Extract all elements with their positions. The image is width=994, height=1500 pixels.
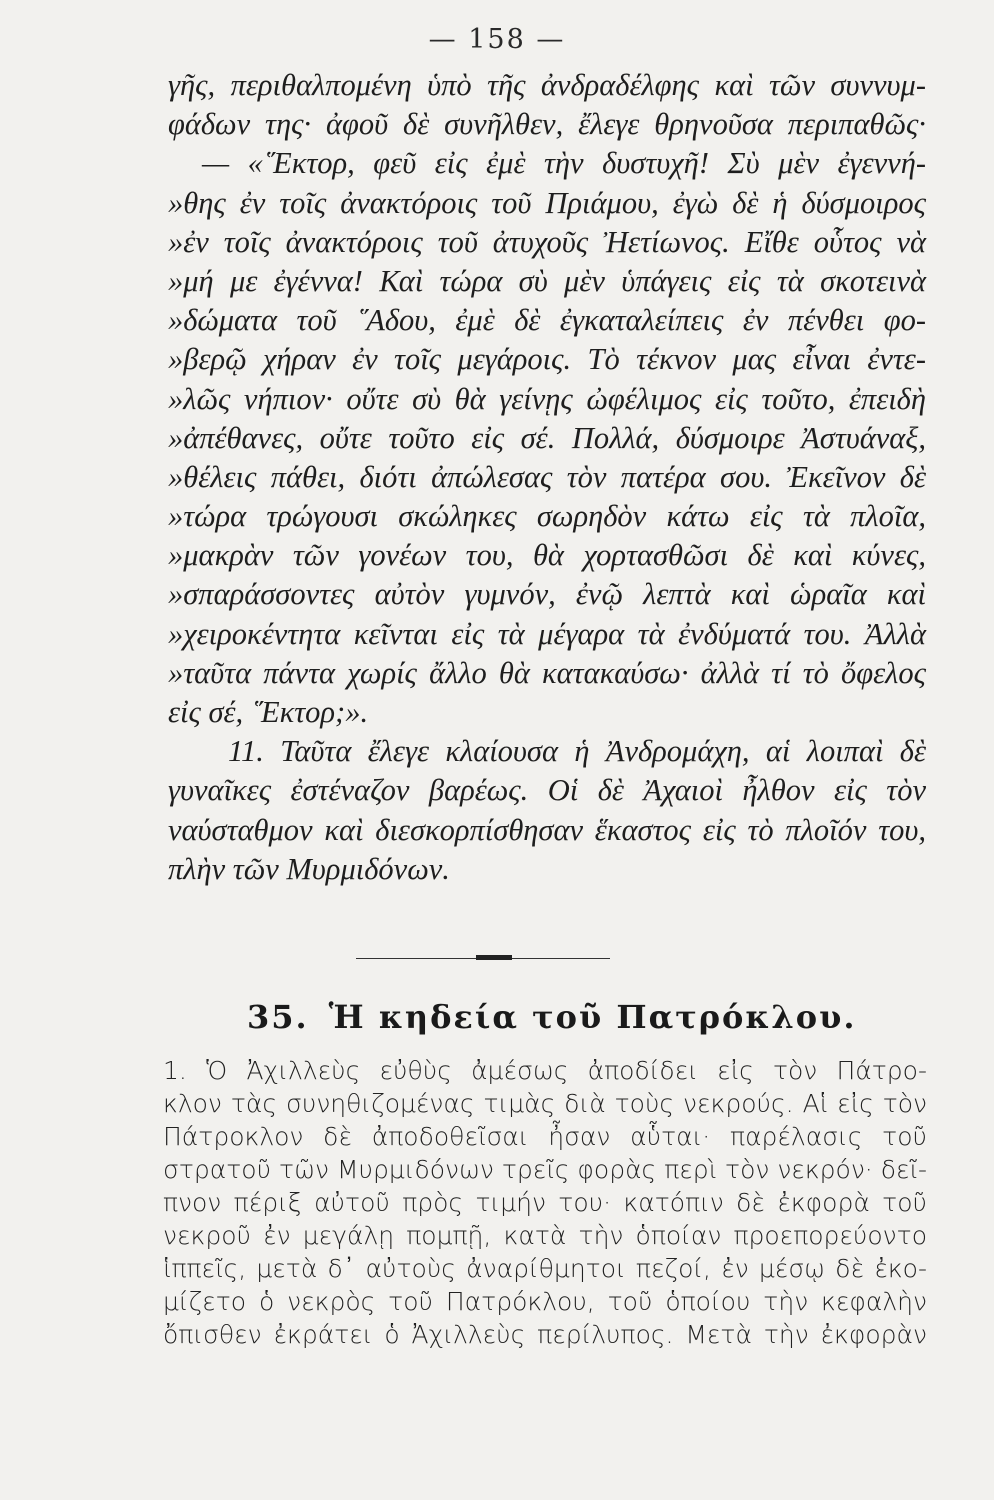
text-line: ὄπισθεν ἐκράτει ὁ Ἀχιλλεὺς περίλυπος. Μετὰ τὴν ἐκφορὰν bbox=[163, 1320, 927, 1349]
text-line: »θης ἐν τοῖς ἀνακτόροις τοῦ Πριάμου, ἐγὼ δὲ ἡ δύσμοιρος bbox=[168, 185, 926, 220]
text-line: ἱππεῖς, μετὰ δ᾽ αὐτοὺς ἀναρίθμητοι πεζοί, ἐν μέσῳ δὲ ἐκο- bbox=[163, 1254, 927, 1283]
text-line: »μακρὰν τῶν γονέων του, θὰ χορτασθῶσι δὲ καὶ κύνες, bbox=[168, 538, 926, 573]
text-line: »τώρα τρώγουσι σκώληκες σωρηδὸν κάτω εἰς τὰ πλοῖα, bbox=[168, 499, 926, 534]
section-body bbox=[163, 1054, 927, 1351]
text-line: »λῶς νήπιον· οὔτε σὺ θὰ γείνῃς ὠφέλιμος εἰς τοῦτο, ἐπειδὴ bbox=[168, 381, 926, 416]
text-line: ναύσταθμον καὶ διεσκορπίσθησαν ἕκαστος εἰς τὸ πλοῖόν του, bbox=[168, 812, 926, 847]
text-line: »βερῷ χήραν ἐν τοῖς μεγάροις. Τὸ τέκνον μας εἶναι ἐντε- bbox=[168, 342, 926, 377]
text-line: κλον τὰς συνηθιζομένας τιμὰς διὰ τοὺς νεκρούς. Αἱ εἰς τὸν bbox=[163, 1089, 927, 1118]
text-line: φάδων της· ἀφοῦ δὲ συνῆλθεν, ἔλεγε θρηνοῦσα περιπαθῶς· bbox=[168, 107, 926, 142]
text-line: Πάτροκλον δὲ ἀποδοθεῖσαι ἦσαν αὗται· παρέλασις τοῦ bbox=[163, 1122, 927, 1151]
section-divider bbox=[356, 958, 610, 959]
paragraph-1-start: 1. Ὁ Ἀχιλλεὺς εὐθὺς ἀμέσως ἀποδίδει εἰς τὸν Πάτρο- bbox=[163, 1056, 927, 1085]
text-line: γυναῖκες ἐστέναζον βαρέως. Οἱ δὲ Ἀχαιοὶ ἦλθον εἰς τὸν bbox=[168, 773, 926, 808]
divider-ornament bbox=[476, 955, 512, 960]
text-line: γῆς, περιθαλπομένη ὑπὸ τῆς ἀνδραδέλφης καὶ τῶν συννυμ- bbox=[168, 68, 926, 102]
text-line: εἰς σέ, ῞Εκτορ;». bbox=[168, 695, 369, 729]
text-line: πλὴν τῶν Μυρμιδόνων. bbox=[168, 851, 450, 886]
page-number: — 158 — bbox=[428, 24, 566, 55]
text-line: »ταῦτα πάντα χωρίς ἄλλο θὰ κατακαύσω· ἀλλὰ τί τὸ ὄφελος bbox=[168, 655, 926, 690]
text-line: νεκροῦ ἐν μεγάλῃ πομπῇ, κατὰ τὴν ὁποίαν προεπορεύοντο bbox=[163, 1221, 927, 1250]
lament-passage bbox=[168, 66, 926, 889]
text-line: »δώματα τοῦ ῞Αδου, ἐμὲ δὲ ἐγκαταλείπεις ἐν πένθει φο- bbox=[168, 303, 926, 338]
section-heading bbox=[247, 998, 856, 1036]
text-line: μίζετο ὁ νεκρὸς τοῦ Πατρόκλου, τοῦ ὁποίου τὴν κεφαλὴν bbox=[163, 1287, 927, 1316]
text-line: »θέλεις πάθει, διότι ἀπώλεσας τὸν πατέρα σου. Ἐκεῖνον δὲ bbox=[168, 459, 926, 494]
text-line: »ἀπέθανες, οὔτε τοῦτο εἰς σέ. Πολλά, δύσμοιρε Ἀστυάναξ, bbox=[168, 420, 926, 455]
section-title: Ἡ κηδεία τοῦ Πατρόκλου. bbox=[328, 998, 857, 1036]
text-line: »μή με ἐγέννα! Καὶ τώρα σὺ μὲν ὑπάγεις εἰς τὰ σκοτεινὰ bbox=[168, 263, 926, 298]
text-line: »χειροκέντητα κεῖνται εἰς τὰ μέγαρα τὰ ἐνδύματά του. Ἀλλὰ bbox=[168, 616, 926, 651]
text-line: — «῞Εκτορ, φεῦ εἰς ἐμὲ τὴν δυστυχῆ! Σὺ μὲν ἐγεννή- bbox=[202, 146, 926, 181]
section-number: 35. bbox=[247, 998, 309, 1036]
paragraph-11-start: 11. Ταῦτα ἔλεγε κλαίουσα ἡ Ἀνδρομάχη, αἱ λοιπαὶ δὲ bbox=[228, 734, 926, 769]
text-line: »σπαράσσοντες αὐτὸν γυμνόν, ἐνῷ λεπτὰ καὶ ὡραῖα καὶ bbox=[168, 577, 926, 612]
text-line: »ἐν τοῖς ἀνακτόροις τοῦ ἀτυχοῦς Ἠετίωνος. Εἴθε οὗτος νὰ bbox=[168, 224, 926, 259]
text-line: στρατοῦ τῶν Μυρμιδόνων τρεῖς φορὰς περὶ τὸν νεκρόν· δεῖ- bbox=[163, 1155, 927, 1184]
text-line: πνον πέριξ αὐτοῦ πρὸς τιμήν του· κατόπιν δὲ ἐκφορὰ τοῦ bbox=[163, 1188, 927, 1217]
